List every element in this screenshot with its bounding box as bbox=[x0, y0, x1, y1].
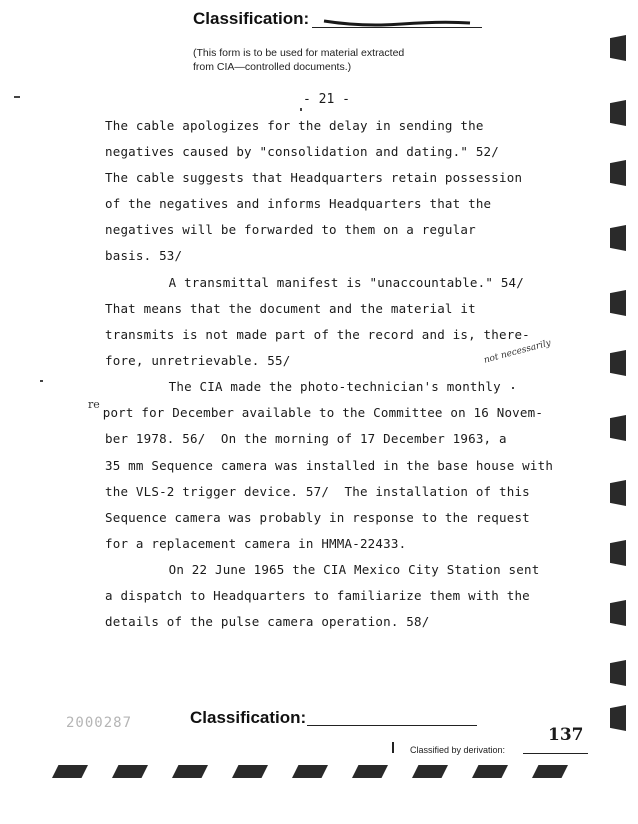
body-line-10: fore, unretrievable. 55/ bbox=[105, 353, 291, 368]
form-note-line-2: from CIA—controlled documents.) bbox=[193, 61, 352, 73]
right-edge-mark bbox=[610, 705, 626, 731]
document-stamp-number: 2000287 bbox=[66, 715, 133, 731]
derivation-label: Classified by derivation: bbox=[410, 745, 506, 755]
form-note-line-1: (This form is to be used for material extracted bbox=[193, 47, 405, 59]
bottom-edge-mark bbox=[532, 765, 568, 778]
right-edge-mark bbox=[610, 480, 626, 506]
right-edge-mark bbox=[610, 350, 626, 376]
body-line-20: details of the pulse camera operation. 58/ bbox=[105, 614, 430, 629]
body-line-18: On 22 June 1965 the CIA Mexico City Station sent bbox=[130, 562, 540, 577]
scan-speck bbox=[14, 96, 20, 98]
bottom-edge-mark bbox=[472, 765, 508, 778]
bottom-edge-mark bbox=[352, 765, 388, 778]
body-line-4: of the negatives and informs Headquarters that the bbox=[105, 196, 492, 211]
body-line-8: That means that the document and the material it bbox=[105, 301, 476, 316]
bottom-edge-mark bbox=[292, 765, 328, 778]
redaction-scribble bbox=[322, 18, 472, 28]
derivation-tick bbox=[392, 742, 394, 753]
right-edge-mark bbox=[610, 660, 626, 686]
scan-speck bbox=[40, 380, 43, 382]
bottom-edge-mark bbox=[172, 765, 208, 778]
derivation-line bbox=[523, 753, 588, 754]
body-line-5: negatives will be forwarded to them on a regular bbox=[105, 222, 476, 237]
body-line-12: port for December available to the Committee on 16 Novem- bbox=[95, 405, 544, 420]
body-line-17: for a replacement camera in HMMA-22433. bbox=[105, 536, 407, 551]
handwritten-insert-mark: re bbox=[88, 398, 100, 411]
body-line-15: the VLS-2 trigger device. 57/ The installation of this bbox=[105, 484, 530, 499]
classification-footer-line bbox=[307, 725, 477, 726]
bottom-edge-mark bbox=[412, 765, 448, 778]
body-line-9: transmits is not made part of the record and is, there- bbox=[105, 327, 530, 342]
scan-speck bbox=[300, 108, 302, 111]
bottom-edge-mark bbox=[232, 765, 268, 778]
body-line-3: The cable suggests that Headquarters retain possession bbox=[105, 170, 523, 185]
right-edge-mark bbox=[610, 290, 626, 316]
body-line-2: negatives caused by "consolidation and dating." 52/ bbox=[105, 144, 500, 159]
sheet-number: 137 bbox=[548, 725, 584, 745]
right-edge-mark bbox=[610, 100, 626, 126]
scan-speck bbox=[512, 387, 514, 389]
bottom-edge-mark bbox=[112, 765, 148, 778]
bottom-edge-mark bbox=[52, 765, 88, 778]
body-line-11: The CIA made the photo-technician's monthly bbox=[130, 379, 501, 394]
handwritten-margin-note: not necessarily bbox=[482, 338, 553, 366]
body-line-6: basis. 53/ bbox=[105, 248, 183, 263]
right-edge-mark bbox=[610, 600, 626, 626]
right-edge-mark bbox=[610, 540, 626, 566]
body-line-1: The cable apologizes for the delay in sending the bbox=[105, 118, 484, 133]
body-line-7: A transmittal manifest is "unaccountable." 54/ bbox=[130, 275, 525, 290]
right-edge-mark bbox=[610, 415, 626, 441]
classification-footer: Classification: bbox=[190, 708, 307, 727]
right-edge-mark bbox=[610, 35, 626, 61]
right-edge-mark bbox=[610, 160, 626, 186]
body-line-16: Sequence camera was probably in response to the request bbox=[105, 510, 530, 525]
page-number: - 21 - bbox=[303, 92, 350, 107]
body-line-14: 35 mm Sequence camera was installed in the base house with bbox=[105, 458, 554, 473]
body-line-13: ber 1978. 56/ On the morning of 17 December 1963, a bbox=[105, 431, 507, 446]
body-line-19: a dispatch to Headquarters to familiarize them with the bbox=[105, 588, 530, 603]
right-edge-mark bbox=[610, 225, 626, 251]
classification-header: Classification: bbox=[193, 9, 310, 28]
form-note bbox=[193, 46, 404, 74]
